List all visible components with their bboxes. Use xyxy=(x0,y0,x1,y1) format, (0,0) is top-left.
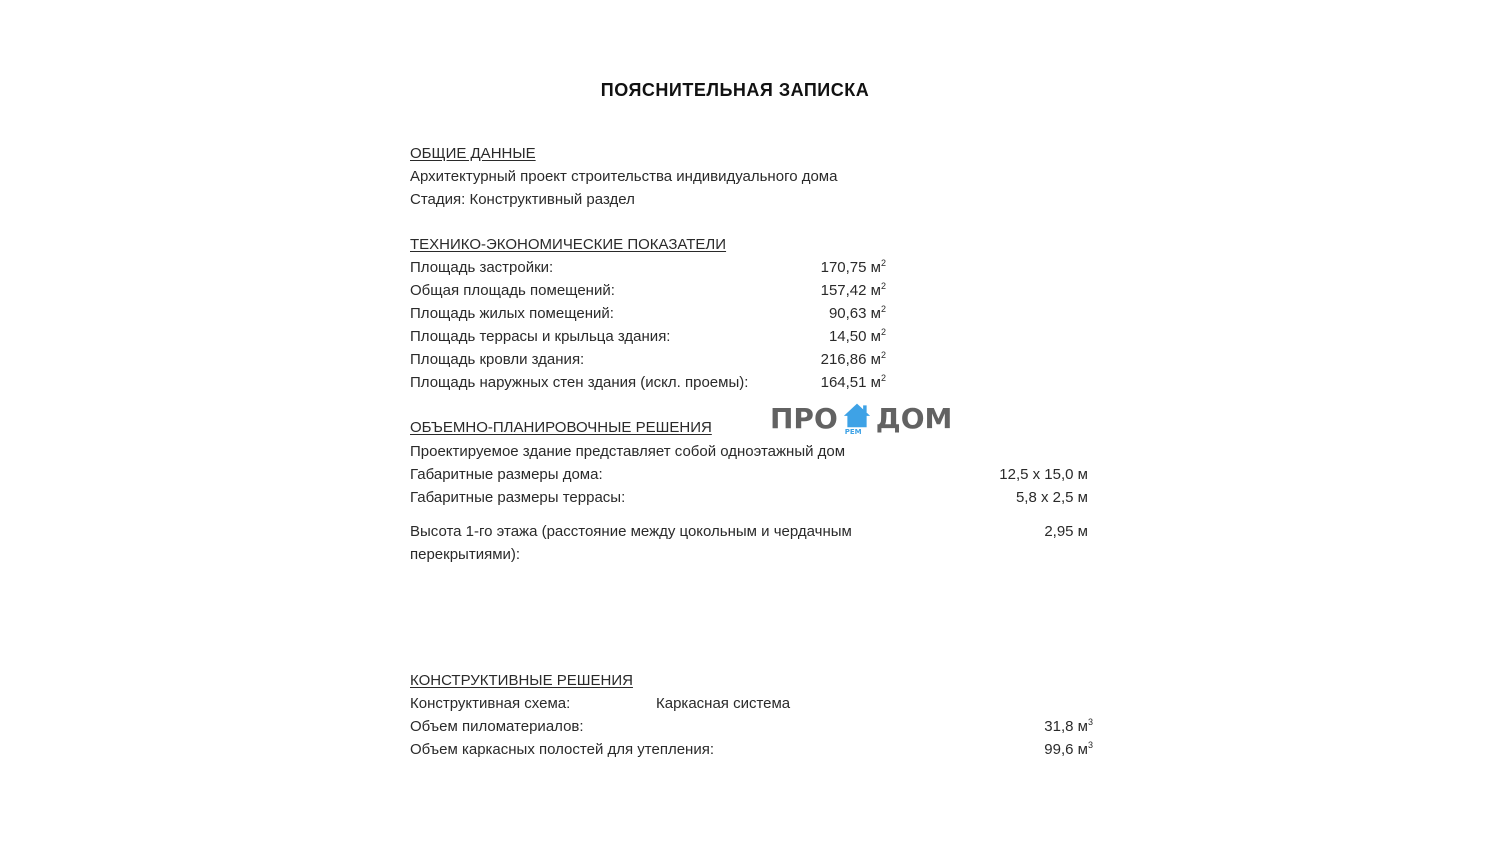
section-heading-planning: ОБЪЕМНО-ПЛАНИРОВОЧНЫЕ РЕШЕНИЯ xyxy=(410,419,712,436)
constructive-value: 99,6 $м^3$ xyxy=(1044,740,1093,758)
constructive-scheme-label: Конструктивная схема: xyxy=(410,695,571,712)
tep-label: Площадь террасы и крыльца здания: xyxy=(410,328,671,345)
document-title: ПОЯСНИТЕЛЬНАЯ ЗАПИСКА xyxy=(600,80,870,100)
constructive-scheme-value: Каркасная система xyxy=(656,695,791,712)
tep-value: 216,86 $м^2$ xyxy=(820,350,886,368)
tep-value: 14,50 $м^2$ xyxy=(828,327,886,345)
tep-label: Общая площадь помещений: xyxy=(410,282,615,299)
planning-value: 12,5 х 15,0 м xyxy=(999,466,1088,483)
constructive-value: 31,8 $м^3$ xyxy=(1044,717,1093,735)
tep-label: Площадь жилых помещений: xyxy=(410,305,614,322)
section-heading-constructive: КОНСТРУКТИВНЫЕ РЕШЕНИЯ xyxy=(410,672,633,689)
general-line: Архитектурный проект строительства индивидуального дома xyxy=(410,168,838,185)
planning-height-value: 2,95 м xyxy=(1044,523,1088,540)
watermark-logo xyxy=(770,401,952,437)
tep-label: Площадь застройки: xyxy=(410,259,554,276)
planning-intro: Проектируемое здание представляет собой одноэтажный дом xyxy=(410,443,846,460)
logo-subtext: РЕМ xyxy=(844,428,862,436)
planning-label: Габаритные размеры дома: xyxy=(410,466,603,483)
house-icon xyxy=(842,401,872,437)
section-heading-tep: ТЕХНИКО-ЭКОНОМИЧЕСКИЕ ПОКАЗАТЕЛИ xyxy=(410,236,727,253)
general-line: Стадия: Конструктивный раздел xyxy=(410,191,635,208)
constructive-label: Объем каркасных полостей для утепления: xyxy=(410,741,714,758)
tep-value: 157,42 $м^2$ xyxy=(820,281,886,299)
planning-height-label-cont: перекрытиями): xyxy=(410,546,521,563)
tep-value: 170,75 $м^2$ xyxy=(820,258,886,276)
tep-value: 90,63 $м^2$ xyxy=(828,304,886,322)
section-heading-general: ОБЩИЕ ДАННЫЕ xyxy=(410,145,536,162)
planning-height-label: Высота 1-го этажа (расстояние между цокольным и чердачным xyxy=(410,523,852,540)
logo-text-right: ДОМ xyxy=(875,402,953,435)
tep-label: Площадь кровли здания: xyxy=(410,351,585,368)
planning-value: 5,8 х 2,5 м xyxy=(1015,489,1088,506)
planning-label: Габаритные размеры террасы: xyxy=(410,489,626,506)
tep-value: 164,51 $м^2$ xyxy=(820,373,886,391)
tep-label: Площадь наружных стен здания (искл. проемы): xyxy=(410,374,749,391)
constructive-label: Объем пиломатериалов: xyxy=(410,718,584,735)
logo-text-left: ПРО xyxy=(770,402,838,435)
